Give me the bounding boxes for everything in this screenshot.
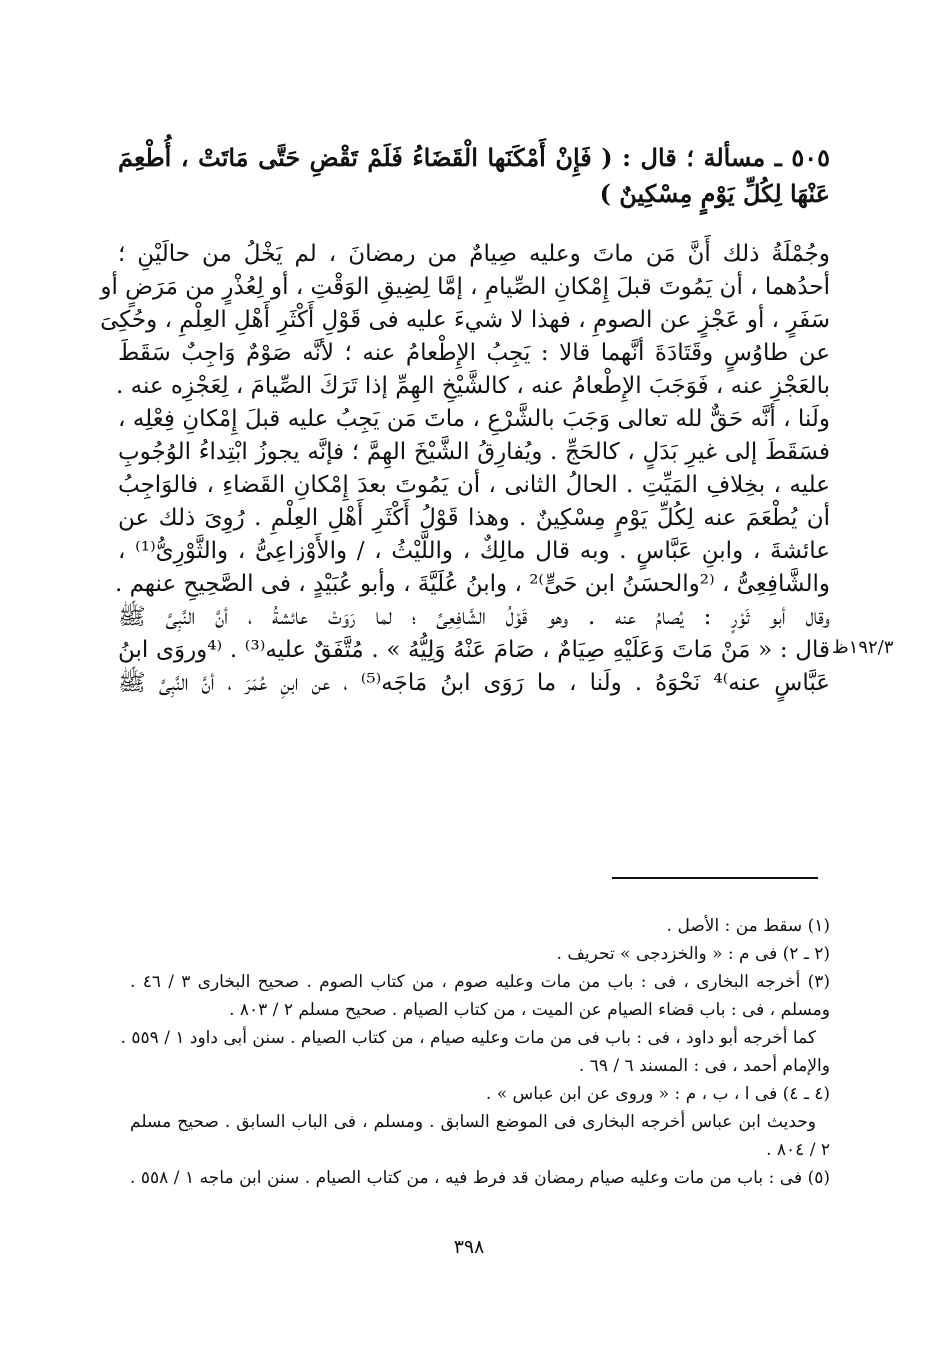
footnote: وحديث ابن عباس أخرجه البخارى فى الموضع السابق . ومسلم ، فى الباب السابق . صحيح مسلم xyxy=(130,1112,816,1132)
body-line: عائشةَ ، وابنِ عَبَّاسٍ . وبه قال مالِكٌ ، واللَّيْثُ ، / والأَوْزاعِىُّ ، والثَّوْرِىُّ⁽¹⁾ ، xyxy=(118,538,831,564)
footnote-divider xyxy=(612,877,818,879)
body-line: وجُمْلَةُ ذلك أَنَّ مَن ماتَ وعليه صِيامٌ من رمضانَ ، لم يَخْلُ من حالَيْنِ ؛ xyxy=(118,241,830,267)
footnote: ومسلم ، فى : باب قضاء الصيام عن الميت ، من كتاب الصيام . صحيح مسلم ٢ / ٨٠٣ . xyxy=(229,1000,830,1020)
footnote: (٥) فى : باب من مات وعليه صيام رمضان قد فرط فيه ، من كتاب الصيام . سنن ابن ماجه ١ / ٥٥٨ . xyxy=(130,1168,830,1188)
footnote: (٢ ـ ٢) فى م : « والخزدجى » تحريف . xyxy=(556,944,830,964)
body-line: فسَقَطَ إلى غيرِ بَدَلٍ ، كالحَجِّ . ويُفارِقُ الشَّيْخَ الهِمَّ ؛ فإنَّه يجوزُ ابْتِداءُ الوُجُوبِ xyxy=(118,439,830,465)
body-line: أحدُهما ، أن يَمُوتَ قبلَ إِمْكانِ الصِّيامِ ، إمَّا لِضِيقِ الوَقْتِ ، أو لِعُذْرٍ من مَرَضٍ أو xyxy=(100,274,830,300)
footnote: (١) سقط من : الأصل . xyxy=(666,916,830,936)
footnote: ٢ / ٨٠٤ . xyxy=(766,1140,830,1160)
body-line: سَفَرٍ ، أو عَجْزٍ عن الصومِ ، فهذا لا شيءَ عليه فى قَوْلِ أَكْثَرِ أَهْلِ العِلْمِ ، وحُكِىَ xyxy=(100,307,830,333)
heading-line-2: عَنْهَا لِكُلِّ يَوْمٍ مِسْكِينٌ ) xyxy=(599,179,830,208)
body-line: وقال أبو ثَوْرٍ : يُصامُ عنه . وهو قَوْلُ الشَّافِعِىِّ ؛ لما رَوَتْ عائشةُ ، أنَّ النَّبِىَّ ﷺ xyxy=(118,604,830,630)
footnote: (٤ ـ ٤) فى ا ، ب ، م : « وروى عن ابن عباس » . xyxy=(485,1084,830,1104)
issue-heading xyxy=(118,140,830,212)
body-line: عليه ، بخِلافِ المَيِّتِ . الحالُ الثانى ، أن يَمُوتَ بعدَ إِمْكانِ القَضاءِ ، فالوَاجِبُ xyxy=(118,472,830,498)
body-line: والشَّافِعِىُّ ، ⁽²والحسَنُ ابن حَىٍّ⁾² ، وابنُ عُلَيَّةَ ، وأبو عُبَيْدٍ ، فى الصَّحِيحِ عنهم . xyxy=(114,571,830,597)
body-paragraph xyxy=(100,238,831,700)
footnote: كما أخرجه أبو داود ، فى : باب فى من مات وعليه صيام ، من كتاب الصيام . سنن أبى داود ١ / ٥٥٩ . xyxy=(120,1028,816,1048)
body-line: أن يُطْعَمَ عنه لِكُلِّ يَوْمٍ مِسْكِينٌ . وهذا قَوْلُ أَكْثَرِ أَهْلِ العِلْمِ . رُوِىَ ذلك عن xyxy=(118,505,830,531)
heading-line-1: ٥٠٥ ـ مسألة ؛ قال : ( فَإِنْ أَمْكَنَها الْقَضَاءُ فَلَمْ تَقْضِ حَتَّى مَاتَتْ ، أُطْعِمَ xyxy=(118,143,830,172)
body-line: قال : « مَنْ مَاتَ وَعَلَيْهِ صِيَامٌ ، صَامَ عَنْهُ وَلِيُّهُ » . مُتَّفَقٌ عليه⁽³⁾ . ⁽⁴وروَى ابنُ xyxy=(118,637,831,663)
body-line: بالعَجْزِ عنه ، فَوَجَبَ الإِطْعامُ عنه ، كالشَّيْخِ الهِمِّ إذا تَرَكَ الصِّيامَ ، لِعَجْزِه عنه . xyxy=(116,373,830,399)
body-line: ولَنا ، أنَّه حَقٌّ لله تعالى وَجَبَ بالشَّرْعِ ، ماتَ مَن يَجِبُ عليه قبلَ إِمْكانِ فِعْلِه ، xyxy=(118,406,830,432)
margin-page-reference: ١٩٢/٣ظ xyxy=(832,637,894,658)
body-line: عَبَّاسٍ عنه⁾⁴ نَحْوَهُ . ولَنا ، ما رَوَى ابنُ مَاجَه⁽⁵⁾ ، عن ابنِ عُمَرَ ، أنَّ النَّبِىَّ ﷺ xyxy=(118,670,830,696)
footnote: (٣) أخرجه البخارى ، فى : باب من مات وعليه صوم ، من كتاب الصوم . صحيح البخارى ٣ / ٤٦ . xyxy=(130,972,830,992)
footnote: والإمام أحمد ، فى : المسند ٦ / ٦٩ . xyxy=(578,1056,830,1076)
footnotes xyxy=(120,912,830,1192)
page-number: ٣٩٨ xyxy=(453,1236,485,1258)
body-line: عن طاوُسٍ وقَتَادَةَ أنَّهما قالا : يَجِبُ الإِطْعامُ عنه ؛ لأنَّه صَوْمٌ وَاجِبٌ سَقَطَ xyxy=(118,340,830,366)
